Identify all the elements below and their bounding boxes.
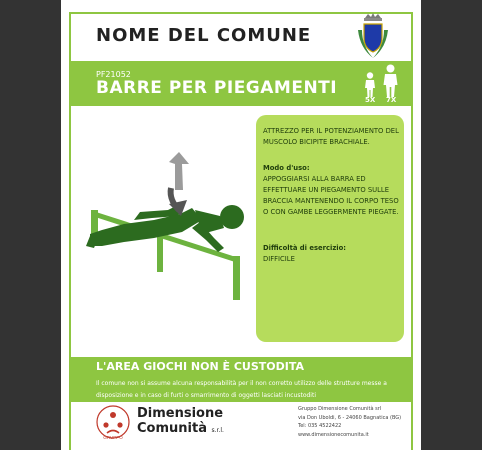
warning-title: L'AREA GIOCHI NON È CUSTODITA [96, 360, 304, 373]
equipment-name: BARRE PER PIEGAMENTI [96, 78, 338, 98]
logo-line2: Comunità [137, 421, 207, 436]
contact-phone: Tel: 035 4522422 [298, 423, 342, 430]
child-small-icon [364, 72, 376, 98]
info-box [256, 115, 404, 342]
municipality-title: NOME DEL COMUNE [96, 25, 312, 46]
logo-srl: s.r.l. [211, 427, 224, 434]
child-large-icon [383, 64, 398, 98]
rotate-arrow-icon [165, 150, 193, 216]
contact-web[interactable]: www.dimensionecomunita.it [298, 431, 369, 438]
gruppo-logo-icon [95, 404, 131, 440]
logo-name [137, 406, 224, 438]
usage-heading: Modo d'uso: [263, 164, 310, 172]
contact-address: via Don Uboldi, 6 - 24060 Bagnatica (BG) [298, 414, 402, 421]
product-code: PF21052 [96, 70, 131, 79]
warning-text: Il comune non si assume alcuna responsabilità per il non corretto utilizzo delle strutture messe a disposizione e in caso di furti o smarrimento di oggetti lasciati incustoditi [96, 380, 387, 399]
equipment-description: ATTREZZO PER IL POTENZIAMENTO DEL MUSCOLO BICIPITE BRACHIALE. [263, 127, 399, 146]
contact-info [298, 405, 401, 439]
age-max-label: 7X [386, 96, 397, 104]
logo-line1: Dimensione [137, 406, 224, 421]
usage-text: APPOGGIARSI ALLA BARRA ED EFFETTUARE UN PIEGAMENTO SULLE BRACCIA MANTENENDO IL CORPO TESO O CON GAMBE LEGGERMENTE PIEGATE. [263, 175, 399, 216]
municipal-crest-icon [356, 12, 390, 60]
difficulty-value: DIFFICILE [263, 255, 295, 263]
difficulty-heading: Difficoltà di esercizio: [263, 244, 346, 252]
logo-small-text: GRUPPO [103, 435, 123, 440]
age-min-label: 5X [365, 96, 376, 104]
contact-company: Gruppo Dimensione Comunità srl [298, 406, 382, 412]
